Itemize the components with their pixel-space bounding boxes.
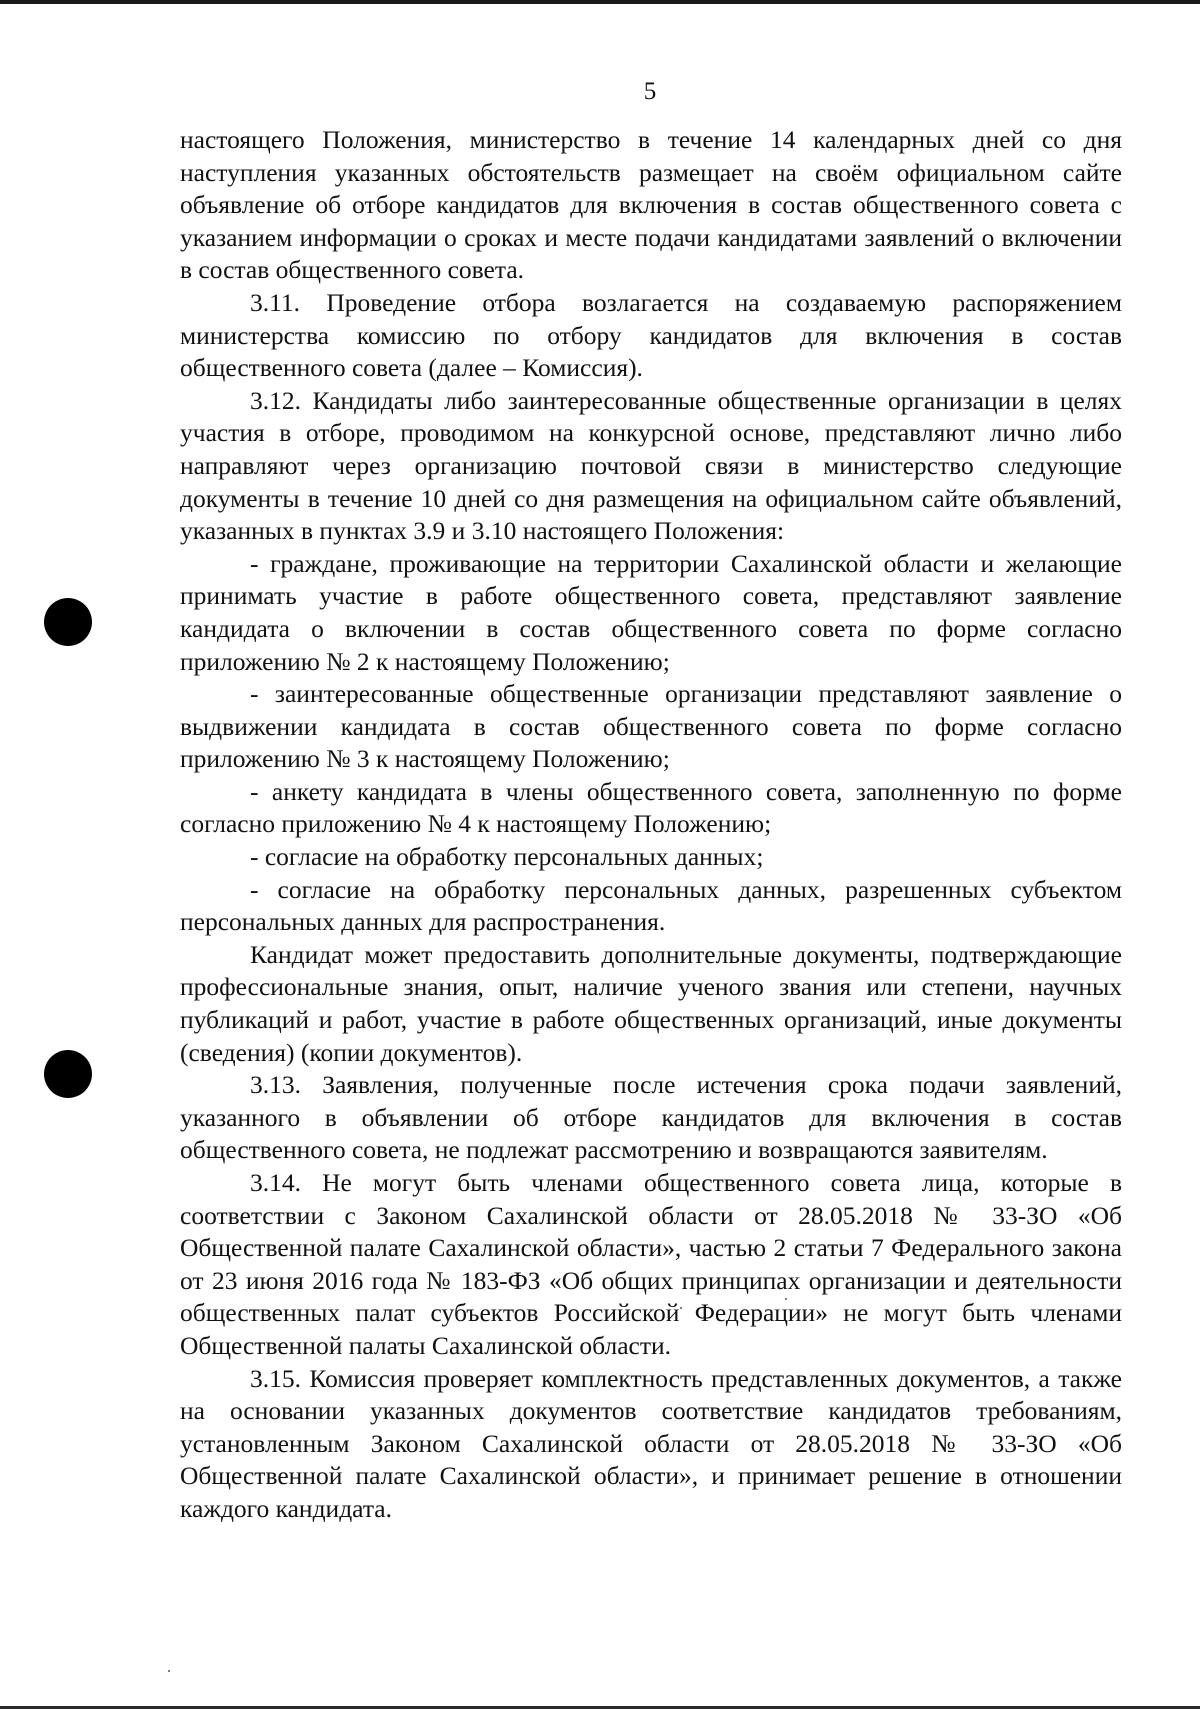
scan-top-edge <box>0 0 1200 4</box>
document-body <box>180 124 1122 1526</box>
paragraph-3-15: 3.15. Комиссия проверяет комплектность представленных документов, а также на основании указанных документов соответствие кандидатов требованиям, установленным Законом Сахалинской области от 28.05.2018 № 33-ЗО «Об Общественной палате Сахалинской области», и принимает решение в отношении каждого кандидата. <box>180 1363 1122 1523</box>
list-item-consent-distribution: - согласие на обработку персональных данных, разрешенных субъектом персональных данных для распространения. <box>180 874 1122 937</box>
paragraph-additional-documents: Кандидат может предоставить дополнительные документы, подтверждающие профессиональные знания, опыт, наличие ученого звания или степени, научных публикаций и работ, участие в работе общественных организаций, иные документы (сведения) (копии документов). <box>180 939 1122 1067</box>
punch-hole-upper <box>44 598 92 646</box>
paragraph-3-11: 3.11. Проведение отбора возлагается на создаваемую распоряжением министерства комиссию по отбору кандидатов для включения в состав общественного совета (далее – Комиссия). <box>180 287 1122 383</box>
paragraph-3-13: 3.13. Заявления, полученные после истечения срока подачи заявлений, указанного в объявлении об отборе кандидатов для включения в состав общественного совета, не подлежат рассмотрению и возвращаются заявителям. <box>180 1070 1122 1165</box>
punch-hole-lower <box>44 1050 92 1098</box>
paragraph-3-12: 3.12. Кандидаты либо заинтересованные общественные организации в целях участия в отборе, проводимом на конкурсной основе, представляют лично либо направляют через организацию почтовой связи в министерство следующие документы в течение 10 дней со дня размещения на официальном сайте объявлений, указанных в пунктах 3.9 и 3.10 настоящего Положения: <box>180 385 1122 546</box>
list-item-questionnaire: - анкету кандидата в члены общественного совета, заполненную по форме согласно приложению № 4 к настоящему Положению; <box>180 776 1122 839</box>
page-number: 5 <box>643 78 657 105</box>
list-item-consent: - согласие на обработку персональных данных; <box>250 842 764 872</box>
list-item-citizens: - граждане, проживающие на территории Сахалинской области и желающие принимать участие в работе общественного совета, представляют заявление кандидата о включении в состав общественного совета по форме согласно приложению № 2 к настоящему Положению; <box>180 548 1122 676</box>
paragraph-continuation: настоящего Положения, министерство в течение 14 календарных дней со дня наступления указанных обстоятельств размещает на своём официальном сайте объявление об отборе кандидатов для включения в состав общественного совета с указанием информации о сроках и месте подачи кандидатами заявлений о включении в состав общественного совета. <box>180 125 1122 285</box>
scan-speck <box>168 1670 170 1672</box>
list-item-organizations: - заинтересованные общественные организации представляют заявление о выдвижении кандидата в состав общественного совета по форме согласно приложению № 3 к настоящему Положению; <box>180 679 1122 774</box>
paragraph-3-14: 3.14. Не могут быть членами общественного совета лица, которые в соответствии с Законом Сахалинской области от 28.05.2018 № 33-ЗО «Об Общественной палате Сахалинской области», частью 2 статьи 7 Федерального закона от 23 июня 2016 года № 183-ФЗ «Об общих принципах организации и деятельности общественных палат субъектов Российской Федерации» не могут быть членами Общественной палаты Сахалинской области. <box>180 1168 1122 1360</box>
